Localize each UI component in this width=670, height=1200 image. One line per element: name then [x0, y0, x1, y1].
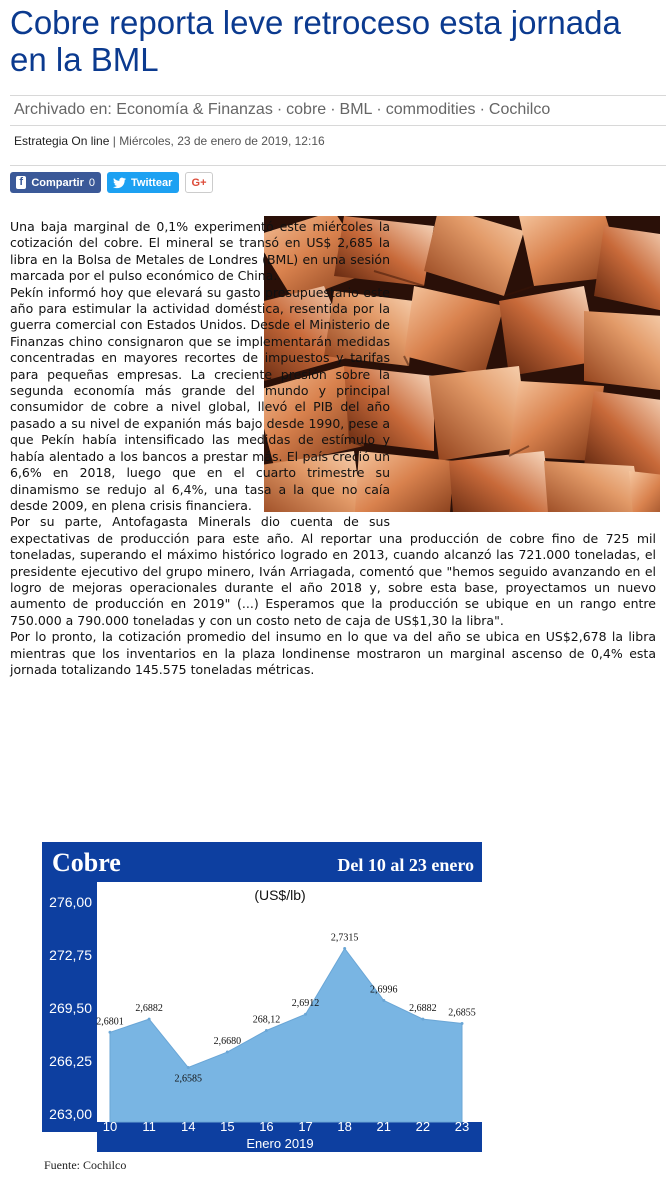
- x-tick-label: 18: [337, 1119, 352, 1134]
- tag-link-economia[interactable]: Economía & Finanzas: [116, 101, 273, 118]
- twitter-icon: [113, 177, 126, 189]
- chart-svg: [42, 842, 482, 1158]
- share-count: 0: [88, 176, 95, 189]
- tag-separator: ·: [276, 101, 283, 118]
- byline-separator: |: [112, 134, 120, 148]
- y-tick-label: 263,00: [49, 1106, 92, 1122]
- x-tick-label: 11: [142, 1119, 156, 1134]
- x-tick-label: 10: [102, 1119, 118, 1134]
- social-buttons: [10, 172, 213, 193]
- tag-separator: ·: [479, 101, 485, 118]
- chart-subtitle: Del 10 al 23 enero: [337, 855, 474, 875]
- x-tick-label: 21: [376, 1119, 392, 1134]
- tag-separator: ·: [330, 101, 336, 118]
- data-label: 268,12: [252, 1014, 281, 1026]
- data-point: [226, 1051, 229, 1054]
- x-tick-label: 15: [220, 1119, 235, 1134]
- tag-separator: ·: [376, 101, 382, 118]
- article-paragraph: Una baja marginal de 0,1% experimentó este miércoles la cotización del cobre. El mineral se transó en US$ 2,685 la libra en la Bolsa de Metales de Londres (BML) en una sesión marcada por el pulso económico de China.: [10, 219, 390, 284]
- y-tick-label: 272,75: [49, 947, 92, 963]
- x-tick-label: 22: [415, 1119, 431, 1134]
- tag-link-cobre[interactable]: cobre: [286, 101, 327, 118]
- price-area: [110, 948, 462, 1122]
- data-point: [187, 1066, 190, 1069]
- data-label: 2,6855: [448, 1007, 476, 1019]
- x-tick-label: 23: [454, 1119, 470, 1134]
- data-point: [304, 1013, 307, 1016]
- x-tick-label: 14: [180, 1119, 196, 1134]
- data-point: [343, 947, 346, 950]
- tag-link-bml[interactable]: BML: [339, 101, 373, 118]
- article-paragraph: Por su parte, Antofagasta Minerals dio cuenta de sus expectativas de producción para este año. Al reportar una producción de cobre fino de 725 mil toneladas, superando el máximo histórico logrado en 2013, cuando alcanzó las 721.000 toneladas, el presidente ejecutivo del grupo minero, Iván Arriagada, comentó que "hemos seguido avanzando en el logro de mejoras operacionales durante el año 2018 y, sobre esta base, proyectamos un nuevo aumento de producción en 2019" (...) Esperamos que la producción se ubique en un rango entre 750.000 a 790.000 toneladas y con un costo neto de caja de US$1,30 la libra".: [10, 514, 656, 628]
- y-tick-label: 266,25: [49, 1053, 92, 1069]
- article-paragraph: Pekín informó hoy que elevará su gasto presupuestario este año para estimular la actividad doméstica, resentida por la guerra comercial con Estados Unidos. Desde el Ministerio de Finanzas chino consignaron que se implementarán medidas concentradas en mayores recortes de impuestos y tarifas para pequeñas empresas. La creciente presión sobre la segunda economía más grande del mundo y principal consumidor de cobre a nivel global, llevó el PIB del año pasado a su nivel de expanión más bajo desde 1990, pese a que Pekín había intensificado las medidas de estímulo y había alentado a los bancos a prestar más. El país creció un 6,6% en 2018, luego que en el cuarto trimestre su dinamismo se redujo al 6,4%, una tasa a la que no caía desde 2009, en plena crisis financiera.: [10, 284, 390, 513]
- article-body: [10, 219, 656, 678]
- article-paragraph: Por lo pronto, la cotización promedio del insumo en lo que va del año se ubica en US$2,678 la libra mientras que los inventarios en la plaza londinense mostraron un marginal ascenso de 0,4% esta jornada totalizando 145.575 toneladas métricas.: [10, 629, 656, 677]
- y-tick-label: 269,50: [49, 1000, 92, 1016]
- article-title: Cobre reporta leve retroceso esta jornada en la BML: [10, 4, 621, 78]
- chart-source: Fuente: Cochilco: [44, 1158, 127, 1172]
- chart-title: Cobre: [52, 848, 121, 877]
- archived-label: Archivado en:: [14, 101, 112, 118]
- photo-float-spacer: [398, 219, 656, 515]
- x-tick-label: 16: [259, 1119, 274, 1134]
- byline: [10, 126, 666, 166]
- data-label: 2,6801: [96, 1016, 124, 1028]
- data-label: 2,6912: [291, 998, 320, 1010]
- share-label: Compartir: [31, 176, 84, 189]
- data-label: 2,6882: [409, 1003, 437, 1015]
- data-label: 2,6680: [213, 1036, 242, 1048]
- archived-in: [10, 95, 666, 126]
- x-tick-label: 17: [298, 1119, 313, 1134]
- twitter-share-button[interactable]: [107, 172, 179, 193]
- article-meta: [10, 95, 666, 166]
- copper-price-chart: [42, 842, 482, 1172]
- data-point: [148, 1018, 151, 1021]
- publish-date: Miércoles, 23 de enero de 2019, 12:16: [119, 134, 325, 148]
- data-label: 2,6585: [174, 1073, 202, 1085]
- data-point: [109, 1031, 112, 1034]
- chart-unit: (US$/lb): [254, 887, 306, 903]
- data-point: [382, 999, 385, 1002]
- facebook-icon: f: [16, 176, 26, 189]
- x-axis-label: Enero 2019: [246, 1136, 314, 1151]
- google-plus-button[interactable]: [185, 172, 213, 193]
- data-label: 2,6996: [370, 984, 398, 996]
- data-label: 2,6882: [135, 1003, 163, 1015]
- data-label: 2,7315: [330, 932, 359, 944]
- author: Estrategia On line: [14, 134, 110, 148]
- tag-link-commodities[interactable]: commodities: [385, 101, 476, 118]
- data-point: [461, 1022, 464, 1025]
- google-plus-icon: G+: [191, 176, 207, 189]
- data-point: [421, 1018, 424, 1021]
- facebook-share-button[interactable]: [10, 172, 101, 193]
- data-point: [265, 1029, 268, 1032]
- tweet-label: Twittear: [131, 176, 173, 189]
- tag-link-cochilco[interactable]: Cochilco: [488, 101, 551, 118]
- y-tick-label: 276,00: [49, 894, 92, 910]
